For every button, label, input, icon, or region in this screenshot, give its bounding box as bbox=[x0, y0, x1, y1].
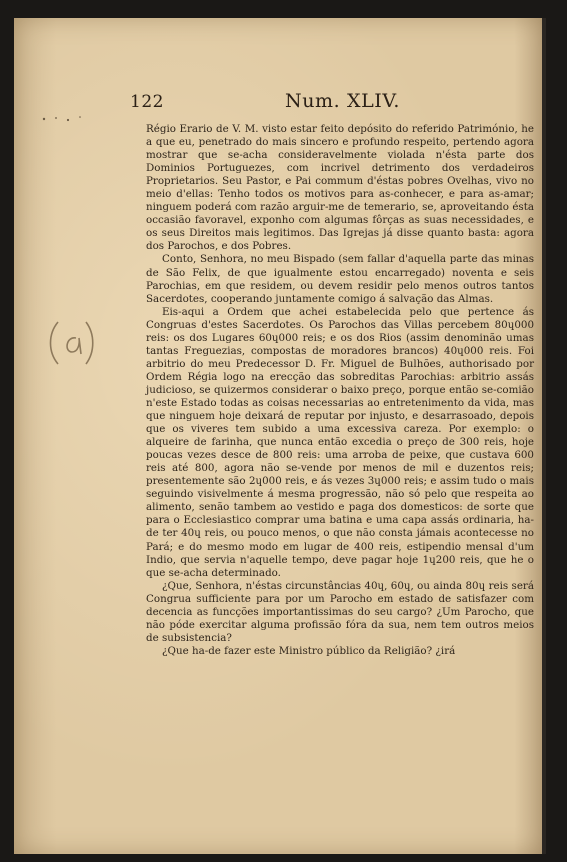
ink-speck-mark bbox=[34, 112, 94, 126]
running-title: Num. XLIV. bbox=[285, 90, 401, 112]
page-number: 122 bbox=[130, 92, 164, 112]
paragraph-4: ¿Que, Senhora, n'éstas circunstâncias 40ɥ, 60ɥ, ou ainda 80ɥ reis será Congrua sufficiente para por um Parocho em estado de satisfazer com decencia as funcções importantissimas do seu cargo? ¿Um Parocho, que não póde exercitar alguma profissão fóra da sua, nem tem outros meios de subsistencia? bbox=[146, 579, 534, 644]
margin-note-handwritten bbox=[46, 318, 96, 368]
paragraph-3: Eis-aqui a Ordem que achei estabelecida pelo que pertence ás Congruas d'estes Sacerdotes. Os Parochos das Villas percebem 80ɥ000 reis: os dos Lugares 60ɥ000 reis; e os dos Rios (assim denominão umas tantas Freguezias, compostas de moradores brancos) 40ɥ000 reis. Foi arbitrio do meu Predecessor D. Fr. Miguel de Bulhões, authorisado por Ordem Régia logo na erecção das sobreditas Parochias: arbitrio assás judicioso, se quizermos considerar o baixo preço, porque então se-comião n'este Estado todas as coisas necessarias ao entretenimento da vida, mas que ninguem hoje deixará de reputar por injusto, e desarrasoado, depois que os viveres tem subido a uma excessiva careza. Por exemplo: o alqueire de farinha, que nunca então excedia o preço de 300 reis, hoje poucas vezes desce de 800 reis: uma arroba de peixe, que custava 600 reis até 800, agora não se-vende por menos de mil e duzentos reis; presentemente são 2ɥ000 reis, e ás vezes 3ɥ000 reis; e assim tudo o mais seguindo visivelmente á mesma progressão, não só pelo que respeita ao alimento, senão tambem ao vestido e paga dos domesticos: de sorte que para o Ecclesiastico comprar uma batina e uma capa assás ordinaria, ha-de ter 40ɥ reis, ou pouco menos, o que não consta jámais acontecesse no Pará; e do mesmo modo em lugar de 400 reis, estipendio mensal d'um Indio, que servia n'aquelle tempo, deve pagar hoje 1ɥ200 reis, que he o que se-acha determinado. bbox=[146, 305, 534, 579]
body-text bbox=[146, 123, 534, 658]
paragraph-2: Conto, Senhora, no meu Bispado (sem fallar d'aquella parte das minas de São Felix, de que igualmente estou encarregado) noventa e seis Parochias, em que residem, ou devem residir pelo menos outros tantos Sacerdotes, cooperando juntamente comigo á salvação das Almas. bbox=[146, 253, 534, 305]
paragraph-5: ¿Que ha-de fazer este Ministro público da Religião? ¿irá bbox=[162, 644, 456, 657]
page-edge-shadow bbox=[542, 18, 546, 854]
page-header bbox=[130, 92, 430, 114]
paragraph-1: Régio Erario de V. M. visto estar feito depósito do referido Património, he a que eu, penetrado do mais sincero e profundo respeito, pertendo agora mostrar que se-acha consideravelmente violada n'ésta parte dos Dominios Portuguezes, com incrivel detrimento dos verdadeiros Proprietarios. Seu Pastor, e Pai commum d'éstas pobres Ovelhas, vivo no meio d'ellas: Tenho todos os motivos para as-conhecer, e para as-amar; ninguem poderá com razão arguir-me de temerario, se, aproveitando ésta occasião favoravel, exponho com algumas fôrças as suas necessidades, e os seus Direitos mais legitimos. Das Igrejas já disse quanto basta: agora dos Parochos, e dos Pobres. bbox=[146, 123, 534, 253]
